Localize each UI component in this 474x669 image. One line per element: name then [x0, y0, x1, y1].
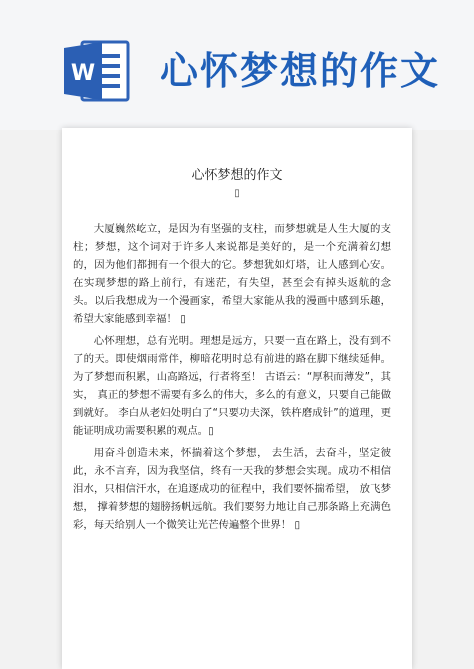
paragraph-2: 心怀理想，总有光明。理想是远方，只要一直在路上，没有到不了的天。即使烟雨常伴，柳暗花明时总有前进的路在脚下继续延伸。为了梦想而积累，山高路远，行者将至！ 古语云：“厚积而薄发”，其实， 真正的梦想不需要有多么的伟大，多么的有意义，只要自己能做到就好。 李白从老妇处明白了“只要功夫深，铁杵磨成针”的道理，更能证明成功需要积累的观点。▯ [73, 335, 391, 437]
paragraph-3: 用奋斗创造未来，怀揣着这个梦想， 去生活，去奋斗，坚定彼此，永不言弃，因为我坚信，终有一天我的梦想会实现。成功不相信泪水，只相信汗水，在追逐成功的征程中，我们要怀揣希望， 放飞梦想， 撑着梦想的翅膀扬帆远航。我们要努力地让自己那条路上充满色彩，每天给别人一个微笑让光芒传遍整个世界！ ▯ [73, 447, 391, 531]
svg-text:W: W [70, 61, 96, 86]
document-body [73, 220, 391, 538]
word-doc-icon [62, 38, 132, 104]
document-title: 心怀梦想的作文 [191, 168, 283, 183]
header-banner [0, 0, 474, 130]
paragraph-1: 大厦巍然屹立，是因为有坚强的支柱，而梦想就是人生大厦的支柱；梦想，这个词对于许多人来说都是美好的，是一个充满着幻想的，因为他们都拥有一个很大的它。梦想犹如灯塔，让人感到心安。在实现梦想的路上前行，有迷茫，有失望，甚至会有掉头返航的念头。以后我想成为一个漫画家，希望大家能从我的漫画中感到乐趣，希望大家能感到幸福！ ▯ [73, 223, 391, 325]
banner-title: 心怀梦想的作文 [160, 49, 441, 93]
paragraph-mark: ▯ [234, 188, 240, 199]
